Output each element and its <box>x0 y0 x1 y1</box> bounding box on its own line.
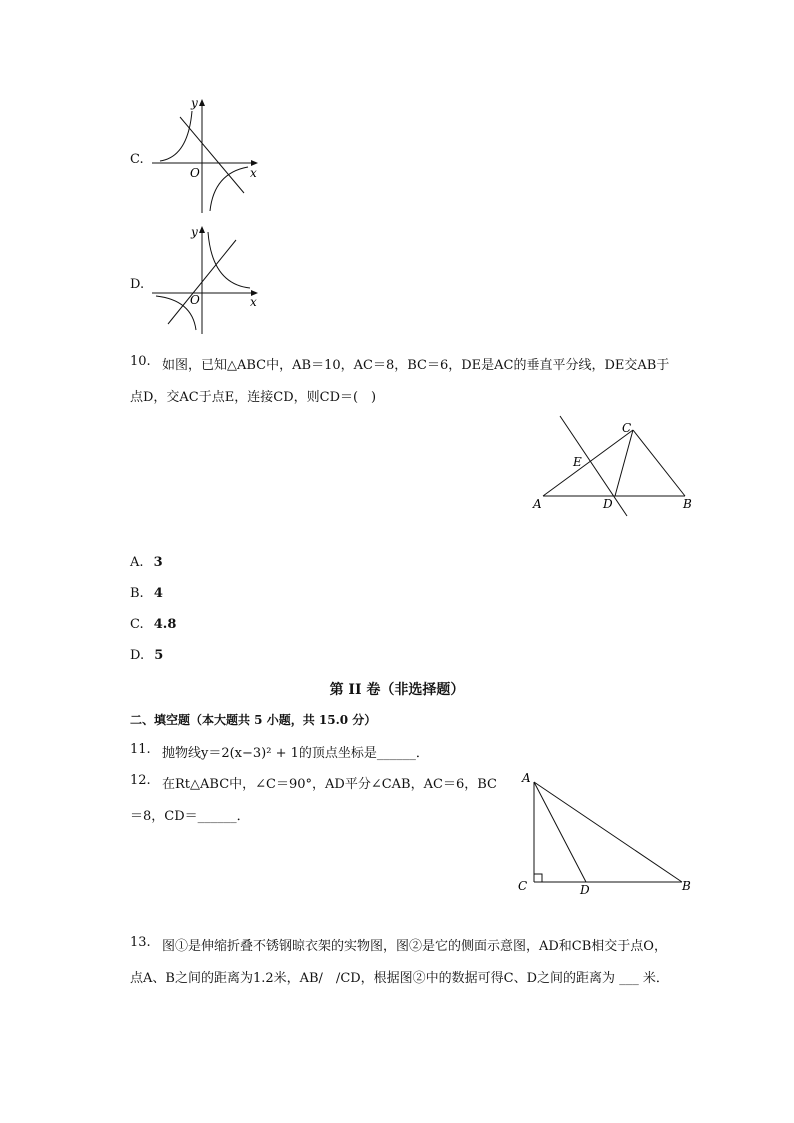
q13-number: 13. <box>130 935 151 950</box>
point-d-label: D <box>580 883 590 897</box>
vertex-b-label: B <box>682 879 691 893</box>
x-axis-label: x <box>250 295 257 309</box>
origin-label: O <box>190 166 200 180</box>
option-value: 4.8 <box>153 617 177 632</box>
section2-heading: 二、填空题（本大题共 5 小题，共 15.0 分） <box>130 713 377 727</box>
option-label: B. <box>130 586 144 601</box>
option-c-label: C. <box>130 152 144 167</box>
option-label: C. <box>130 617 144 632</box>
y-axis-label: y <box>191 225 198 239</box>
vertex-a-label: A <box>533 497 542 511</box>
option-label: A. <box>130 555 144 570</box>
option-d-graph <box>148 222 263 337</box>
q10-triangle-figure <box>525 412 705 522</box>
q10-number: 10. <box>130 354 151 369</box>
y-axis-label: y <box>191 96 198 110</box>
q10-text-line1: 如图，已知△ABC中，AB＝10，AC＝8，BC＝6，DE是AC的垂直平分线，DE交AB于 <box>162 358 670 373</box>
q11-text: 抛物线y＝2(x−3)² + 1的顶点坐标是______． <box>162 746 429 761</box>
q12-text-line1: 在Rt△ABC中，∠C＝90°，AD平分∠CAB，AC＝6，BC <box>162 777 497 792</box>
vertex-b-label: B <box>683 497 692 511</box>
part2-title: 第 II 卷（非选择题） <box>329 682 465 698</box>
option-label: D. <box>130 648 145 663</box>
option-value: 5 <box>154 648 164 663</box>
x-axis-label: x <box>250 166 257 180</box>
q12-right-triangle-figure <box>510 768 700 898</box>
q10-option-a <box>130 555 163 570</box>
origin-label: O <box>190 293 200 307</box>
point-d-label: D <box>603 497 613 511</box>
q10-option-b <box>130 586 163 601</box>
vertex-c-label: C <box>622 421 632 435</box>
option-value: 3 <box>153 555 163 570</box>
q10-text-line2: 点D，交AC于点E，连接CD，则CD＝( ) <box>130 390 377 405</box>
q10-option-c <box>130 617 176 632</box>
point-e-label: E <box>573 455 582 469</box>
vertex-a-label: A <box>522 771 531 785</box>
q12-number: 12. <box>130 773 151 788</box>
q10-option-d <box>130 648 163 663</box>
q13-text-line1: 图①是伸缩折叠不锈钢晾衣架的实物图，图②是它的侧面示意图，AD和CB相交于点O， <box>162 939 667 954</box>
q12-text-line2: ＝8，CD＝______． <box>130 809 250 824</box>
q13-text-line2: 点A、B之间的距离为1.2米，AB/ /CD，根据图②中的数据可得C、D之间的距离为 ___ 米． <box>130 971 669 986</box>
option-c-graph <box>148 95 263 215</box>
option-value: 4 <box>153 586 163 601</box>
vertex-c-label: C <box>518 879 528 893</box>
q11-number: 11. <box>130 742 151 757</box>
option-d-label: D. <box>130 277 145 292</box>
